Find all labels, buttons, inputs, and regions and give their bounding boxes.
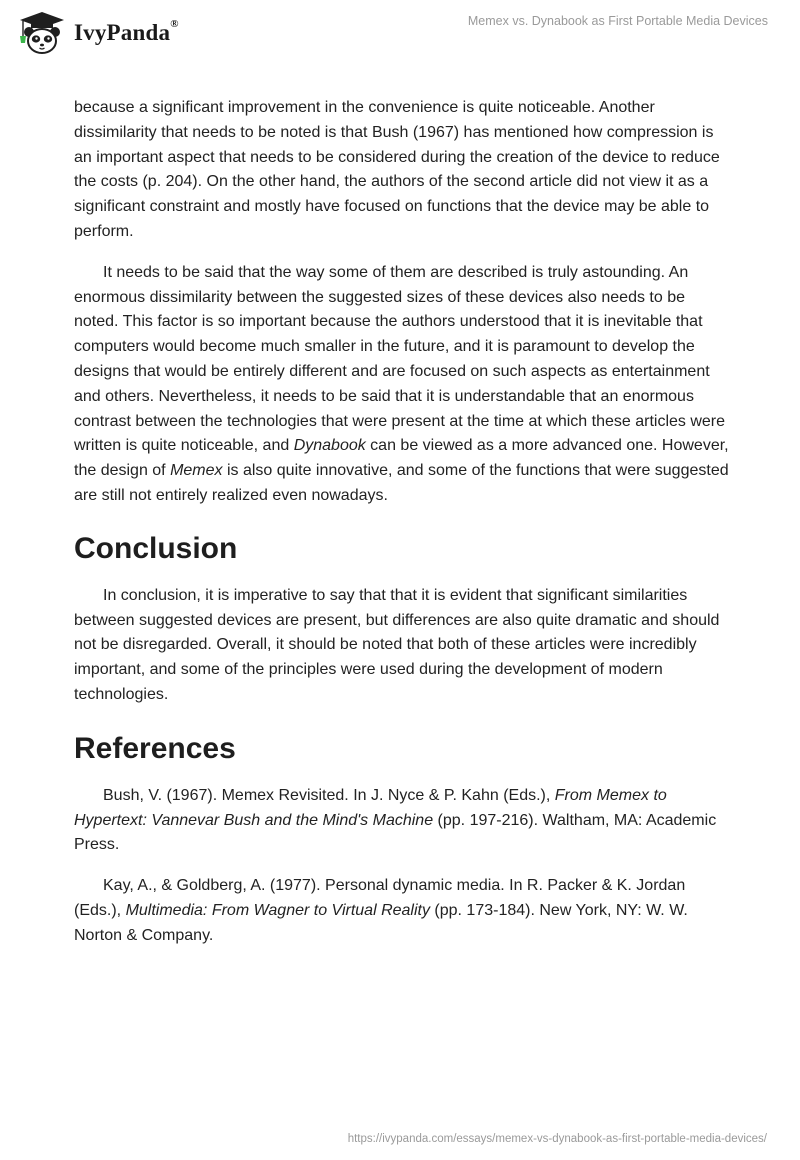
paragraph-2-text-a: It needs to be said that the way some of them are described is truly astounding. An enormous dissimilarity between the suggested sizes of these devices also needs to be noted. This factor is so important because the authors understood that it is inevitable that computers would become much smaller in the future, and it is paramount to develop the designs that would be entirely different and are focused on such aspects as entertainment and others. Nevertheless, it needs to be said that it is understandable that an enormous contrast between the technologies that were present at the time at which these articles were written is quite noticeable, and [74, 263, 726, 455]
page-header [0, 0, 800, 70]
references-heading: References [74, 731, 236, 765]
paragraph-2-text-b: can be viewed as a more advanced one. However, the design of [74, 437, 729, 480]
reference-1-text-a: Bush, V. (1967). Memex Revisited. In J. Nyce & P. Kahn (Eds.), [103, 786, 555, 804]
reference-1-title: From Memex to Hypertext: Vannevar Bush and the Mind's Machine [74, 786, 667, 829]
reference-2 [74, 874, 730, 948]
essay-body [74, 96, 730, 949]
document-title: Memex vs. Dynabook as First Portable Media Devices [467, 14, 768, 28]
memex-italic: Memex [170, 462, 223, 480]
conclusion-heading: Conclusion [74, 531, 238, 565]
conclusion-paragraph: In conclusion, it is imperative to say that that it is evident that significant similarities between suggested devices are present, but differences are also quite dramatic and should not be disregarded. Overall, it should be noted that both of these articles were incredibly important, and some of the principles were used during the development of modern technologies. [74, 586, 720, 703]
reference-2-text-a: Kay, A., & Goldberg, A. (1977). Personal dynamic media. In R. Packer & K. Jordan (Eds.), [74, 877, 686, 919]
registered-mark: ® [170, 18, 179, 30]
paragraph-2-text-c: is also quite innovative, and some of the functions that were suggested are still not entirely realized even nowadays. [74, 462, 729, 504]
source-url[interactable]: https://ivypanda.com/essays/memex-vs-dynabook-as-first-portable-media-devices/ [347, 1133, 767, 1145]
reference-2-title: Multimedia: From Wagner to Virtual Reality [125, 901, 430, 919]
paragraph-2 [74, 261, 730, 509]
reference-1-text-b: (pp. 197-216). Waltham, MA: Academic Press. [74, 811, 717, 854]
dynabook-italic: Dynabook [293, 437, 366, 455]
panda-graduate-icon [14, 10, 70, 56]
reference-2-text-b: (pp. 173-184). New York, NY: W. W. Norton & Company. [74, 901, 688, 944]
logo-text [74, 20, 179, 46]
logo-wordmark: IvyPanda [74, 20, 171, 45]
paragraph-1: because a significant improvement in the convenience is quite noticeable. Another dissimilarity that needs to be noted is that Bush (1967) has mentioned how compression is an important aspect that needs to be considered during the creation of the device to reduce the costs (p. 204). On the other hand, the authors of the second article did not view it as a significant constraint and mostly have focused on functions that the device may be able to perform. [74, 99, 720, 240]
ivypanda-logo[interactable] [14, 10, 179, 56]
reference-1 [74, 784, 730, 858]
